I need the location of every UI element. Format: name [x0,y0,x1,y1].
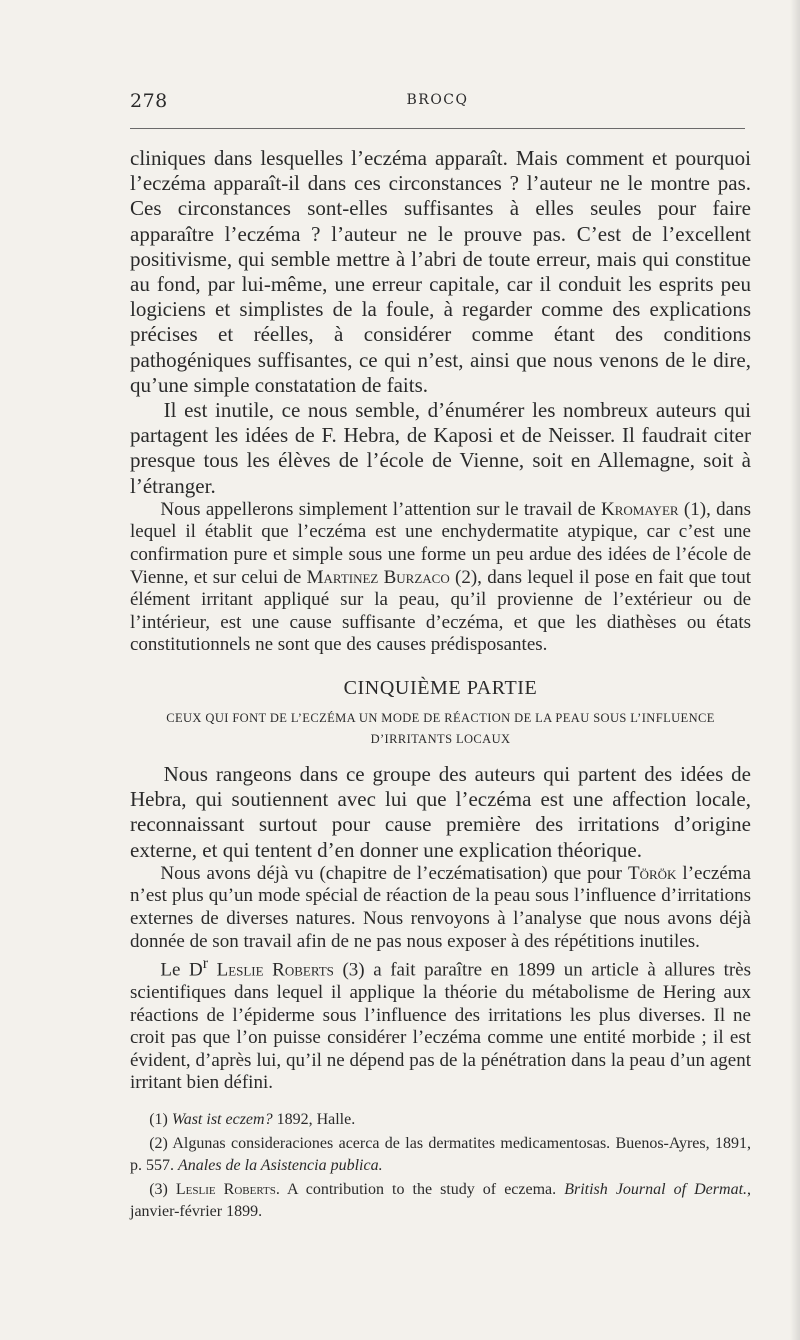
author-name-torok: Török [627,862,677,884]
footnote-title: Wast ist eczem? [171,1111,273,1129]
footnote-number: (3) [149,1181,168,1199]
footnote-3 [130,1179,751,1223]
footnote-journal: Anales de la Asistencia publica. [178,1157,383,1175]
paragraph-4: Nous rangeons dans ce groupe des auteurs qui partent des idées de Hebra, qui soutiennent avec lui que l’eczéma est une affection locale, reconnaissant surtout pour cause première des irritations d’origine externe, et qui tentent d’en donner une explication théorique. [130,762,751,862]
text-span: l’eczéma n’est plus qu’un mode spécial de réaction de la peau sous l’influence d’irritations externes de diverses natures. Nous renvoyons à l’analyse que nous avons déjà donnée de son travail afin de ne pas nous exposer à des répétitions inutiles. [130,862,751,952]
author-name-leslie-roberts: Leslie Roberts [216,959,334,981]
footnote-text: Algunas consideraciones acerca de las dermatites medicamentosas. Buenos-Ayres, 1891, p. 557. [130,1135,751,1175]
paragraph-6 [130,953,751,1095]
section-subtitle [130,708,751,750]
text-span: Nous avons déjà vu (chapitre de l’eczématisation) que pour [160,862,628,884]
running-title: BROCQ [406,92,469,108]
text-span: (2), dans lequel il pose en fait que tout élément irritant appliqué sur la peau, qu’il provienne de l’extérieur ou de l’intérieur, est une cause suffisante d’eczéma, et que les diathèses ou états constitutionnels ne sont que des causes prédisposantes. [130,566,751,656]
text-span: Nous appellerons simplement l’attention sur le travail de [160,498,602,520]
text-span: (1), dans lequel il établit que l’eczéma est une enchydermatite atypique, car c’est une confirmation pure et simple sous une forme un peu ardue des idées de l’école de Vienne, et sur celui de [130,498,751,588]
footnote-text: . A contribution to the study of eczema. [275,1181,565,1199]
page-number: 278 [130,90,168,112]
running-header [130,90,745,114]
section-title: CINQUIÈME PARTIE [343,677,538,699]
footnote-text: 1892, Halle. [272,1111,356,1129]
footnote-1 [130,1109,751,1131]
paragraph-2: Il est inutile, ce nous semble, d’énumérer les nombreux auteurs qui partagent les idées de F. Hebra, de Kaposi et de Neisser. Il faudrait citer presque tous les élèves de l’école de Vienne, soit en Allemagne, soit à l’étranger. [130,398,751,498]
text-span: (3) a fait paraître en 1899 un article à allures très scientifiques dans lequel il applique la théorie du métabolisme de Hering aux réactions de l’épiderme sous l’influence des irritations les plus diverses. Il ne croit pas que l’on puisse considérer l’eczéma comme une entité morbide ; il est évident, d’après lui, qu’il ne dépend pas de la pénétration dans la peau d’un agent irritant bien défini. [130,959,752,1094]
footnote-author: Leslie Roberts [175,1181,276,1199]
footnote-2 [130,1133,751,1177]
footnote-text: , janvier-février 1899. [130,1181,752,1221]
paragraph-1: cliniques dans lesquelles l’eczéma apparaît. Mais comment et pourquoi l’eczéma apparaît-il dans ces circonstances ? l’auteur ne le montre pas. Ces circonstances sont-elles suffisantes à elles seules pour faire apparaître l’eczéma ? l’auteur ne le prouve pas. C’est de l’excellent positivisme, qui semble mettre à l’abri de toute erreur, mais qui constitue au fond, par lui-même, une erreur capitale, car il conduit les esprits peu logiciens et simplistes de la foule, à regarder comme des explications précises et réelles, à considérer comme étant des conditions pathogéniques suffisantes, ce qui n’est, ainsi que nous venons de le dire, qu’une simple constatation de faits. [130,146,751,397]
author-name-kromayer: Kromayer [601,498,679,520]
section-subtitle-line-1: CEUX QUI FONT DE L’ECZÉMA UN MODE DE RÉACTION DE LA PEAU SOUS L’INFLUENCE [166,711,715,725]
page-body [130,146,751,1225]
header-rule [130,128,745,129]
footnotes [130,1109,751,1223]
footnote-number: (1) [149,1111,168,1129]
author-name-martinez-burzaco: Martinez Burzaco [306,566,450,588]
superscript: r [202,955,209,973]
footnote-journal: British Journal of Dermat. [564,1181,748,1199]
paragraph-5 [130,863,751,953]
text-span: Le D [160,959,203,981]
section-subtitle-line-2: D’IRRITANTS LOCAUX [370,732,511,746]
footnote-number: (2) [149,1135,168,1153]
paragraph-3 [130,499,751,657]
